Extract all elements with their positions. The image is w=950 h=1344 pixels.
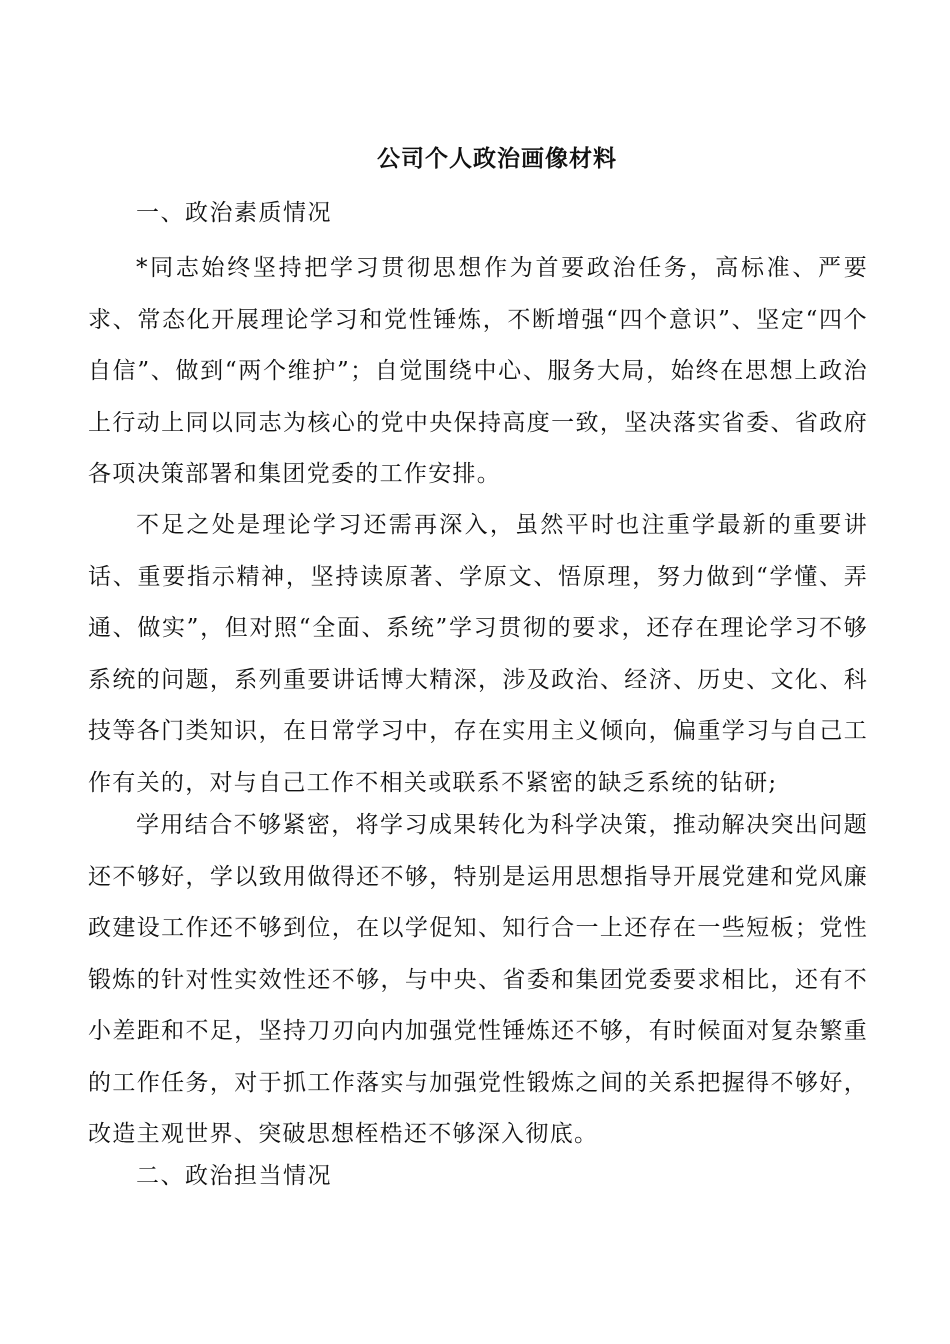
section-heading-political-responsibility: 二、政治担当情况	[136, 1163, 332, 1189]
document-title: 公司个人政治画像材料	[377, 145, 617, 172]
paragraph-3: 学用结合不够紧密，将学习成果转化为科学决策，推动解决突出问题还不够好，学以致用做得还不够，特别是运用思想指导开展党建和党风廉政建设工作还不够到位，在以学促知、知行合一上还存在一些短板；党性锻炼的针对性实效性还不够，与中央、省委和集团党委要求相比，还有不小差距和不足，坚持刀刃向内加强党性锤炼还不够，有时候面对复杂繁重的工作任务，对于抓工作落实与加强党性锻炼之间的关系把握得不够好，改造主观世界、突破思想桎梏还不够深入彻底。	[88, 812, 868, 1147]
paragraph-2: 不足之处是理论学习还需再深入，虽然平时也注重学最新的重要讲话、重要指示精神，坚持读原著、学原文、悟原理，努力做到“学懂、弄通、做实”，但对照“全面、系统”学习贯彻的要求，还存在理论学习不够系统的问题，系列重要讲话博大精深，涉及政治、经济、历史、文化、科技等各门类知识，在日常学习中，存在实用主义倾向，偏重学习与自己工作有关的，对与自己工作不相关或联系不紧密的缺乏系统的钻研;	[88, 512, 868, 796]
section-heading-political-quality: 一、政治素质情况	[136, 200, 332, 226]
paragraph-1: *同志始终坚持把学习贯彻思想作为首要政治任务，高标准、严要求、常态化开展理论学习和党性锤炼，不断增强“四个意识”、坚定“四个自信”、做到“两个维护”；自觉围绕中心、服务大局，始终在思想上政治上行动上同以同志为核心的党中央保持高度一致，坚决落实省委、省政府各项决策部署和集团党委的工作安排。	[88, 255, 868, 487]
